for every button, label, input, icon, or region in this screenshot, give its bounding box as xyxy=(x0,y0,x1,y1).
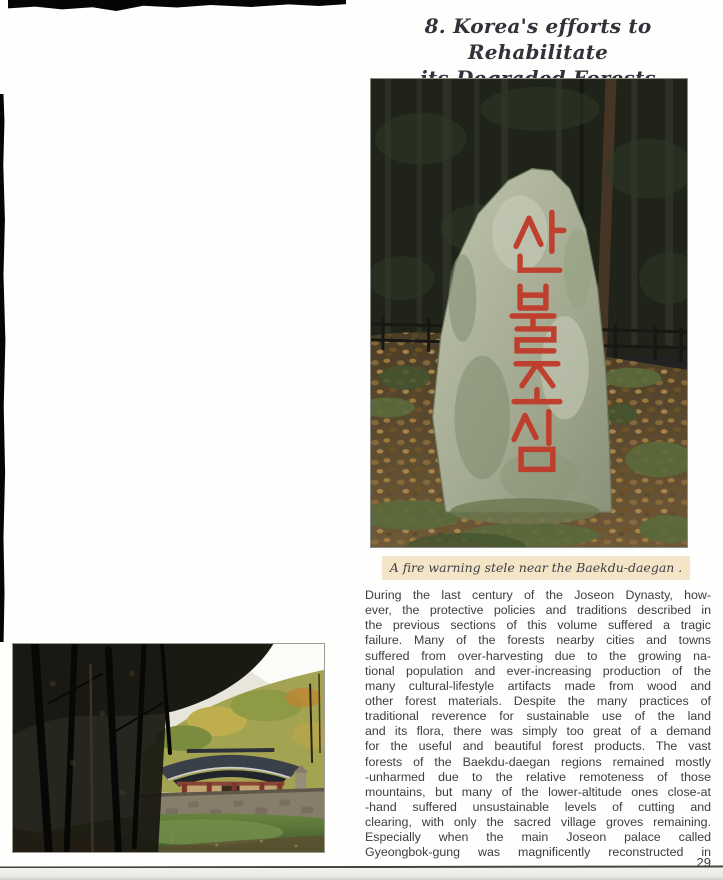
body-text-line: Gyeongbok-gung was magnificently reconstructed in xyxy=(365,845,711,860)
foreground-trees xyxy=(13,644,170,852)
body-text-line: suffered from over-harvesting due to the growing na- xyxy=(365,648,711,663)
body-text-line: -unharmed due to the relative remoteness of those xyxy=(365,769,711,784)
page-number: 29 xyxy=(696,855,711,870)
body-text-line: for the useful and beautiful forest products. The vast xyxy=(365,739,711,754)
stele-photo xyxy=(370,78,688,548)
pavilion-photo xyxy=(12,643,325,853)
body-text-line: traditional reverence for sustainable use of the land xyxy=(365,709,711,724)
body-text-line: Especially when the main Joseon palace called xyxy=(365,830,711,845)
body-text-line: clearing, with only the sacred village groves remaining. xyxy=(365,815,711,830)
pavilion-photo-drawing xyxy=(13,644,324,852)
body-text-line: During the last century of the Joseon Dynasty, how- xyxy=(365,588,711,602)
scan-edge-left xyxy=(0,94,6,642)
body-text-line: forests of the Baekdu-daegan regions remained mostly xyxy=(365,754,711,769)
scan-edge-top xyxy=(8,0,346,12)
body-text-line: mountains, but many of the lower-altitude ones close-at xyxy=(365,784,711,799)
body-text-line: failure. Many of the forests nearby cities and towns xyxy=(365,633,711,648)
body-paragraph xyxy=(365,588,711,861)
body-text-line: -hand suffered unsustainable levels of cutting and xyxy=(365,799,711,814)
body-text-line: the previous sections of this volume suffered a tragic xyxy=(365,618,711,633)
body-text-line: ever, the protective policies and traditions described in xyxy=(365,603,711,618)
body-text-line: tional population and ever-increasing production of the xyxy=(365,663,711,678)
chapter-title-line1: 8. Korea's efforts to Rehabilitate xyxy=(424,14,652,64)
body-text-line: other forest materials. Despite the many practices of xyxy=(365,693,711,708)
stele-caption: A fire warning stele near the Baekdu-daegan . xyxy=(382,556,690,580)
body-text-line: many cultural-lifestyle artifacts made from wood and xyxy=(365,678,711,693)
body-text-line: and its flora, there was simply too great of a demand xyxy=(365,724,711,739)
stele-photo-drawing xyxy=(371,79,687,547)
